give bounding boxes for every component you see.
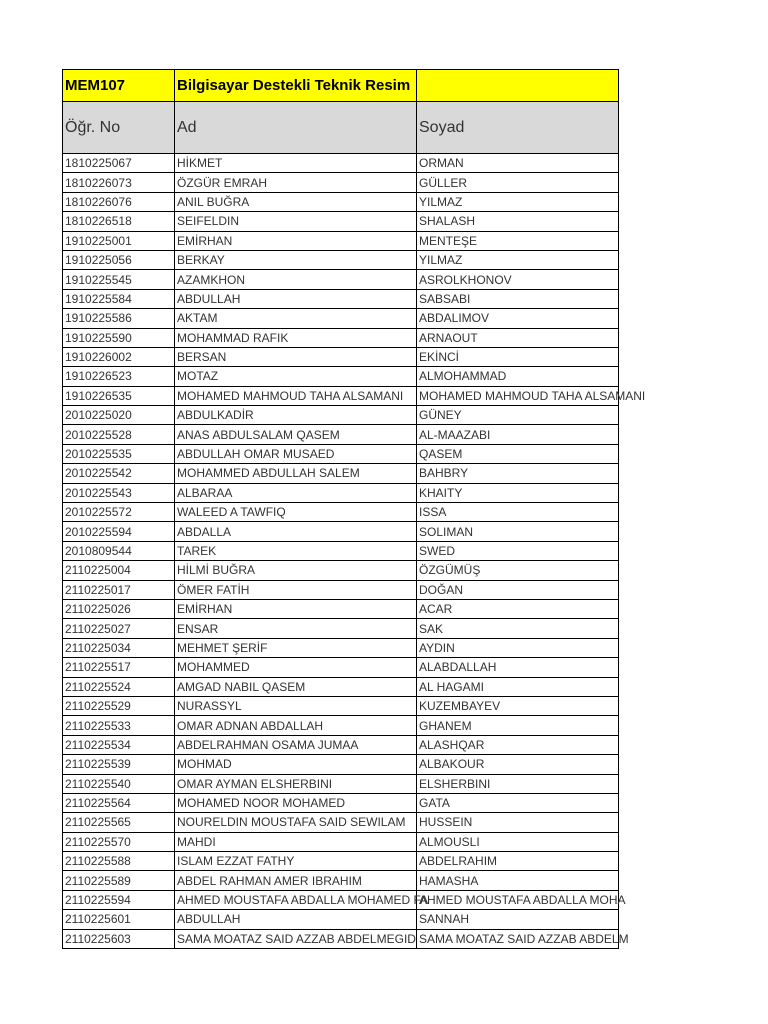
student-no-cell: 1910225590 (63, 328, 175, 347)
student-no-cell: 2010225594 (63, 522, 175, 541)
table-row (63, 250, 619, 269)
first-name-cell: BERSAN (175, 347, 417, 366)
table-row (63, 522, 619, 541)
last-name-cell: ABDALIMOV (417, 309, 619, 328)
course-code: MEM107 (63, 70, 175, 102)
last-name-cell: ALABDALLAH (417, 658, 619, 677)
student-no-cell: 1910225584 (63, 289, 175, 308)
last-name-cell: QASEM (417, 444, 619, 463)
student-no-cell: 1910225056 (63, 250, 175, 269)
last-name-cell: MENTEŞE (417, 231, 619, 250)
student-no-cell: 1810226518 (63, 212, 175, 231)
last-name-cell: SABSABI (417, 289, 619, 308)
first-name-cell: HİKMET (175, 154, 417, 173)
last-name-cell: AL-MAAZABI (417, 425, 619, 444)
last-name-cell: GATA (417, 793, 619, 812)
student-no-cell: 2010225535 (63, 444, 175, 463)
first-name-cell: MOHAMMAD RAFIK (175, 328, 417, 347)
last-name-cell: HUSSEIN (417, 813, 619, 832)
student-no-cell: 2110225034 (63, 638, 175, 657)
table-row (63, 677, 619, 696)
table-row (63, 503, 619, 522)
table-row (63, 658, 619, 677)
last-name-cell: DOĞAN (417, 580, 619, 599)
last-name-cell: MOHAMED MAHMOUD TAHA ALSAMANI (417, 386, 619, 405)
last-name-cell: ORMAN (417, 154, 619, 173)
last-name-cell: ÖZGÜMÜŞ (417, 561, 619, 580)
student-no-cell: 1810225067 (63, 154, 175, 173)
student-no-cell: 2110225603 (63, 929, 175, 948)
first-name-cell: EMİRHAN (175, 231, 417, 250)
first-name-cell: ALBARAA (175, 483, 417, 502)
first-name-cell: ANIL BUĞRA (175, 192, 417, 211)
first-name-cell: ABDEL RAHMAN AMER IBRAHIM (175, 871, 417, 890)
student-no-cell: 2110225026 (63, 599, 175, 618)
table-row (63, 444, 619, 463)
table-row (63, 270, 619, 289)
last-name-cell: GÜNEY (417, 406, 619, 425)
student-no-cell: 1910225586 (63, 309, 175, 328)
table-row (63, 871, 619, 890)
table-row (63, 910, 619, 929)
student-no-cell: 2110225565 (63, 813, 175, 832)
table-row (63, 289, 619, 308)
table-row (63, 212, 619, 231)
last-name-cell: AYDIN (417, 638, 619, 657)
student-no-cell: 2110225601 (63, 910, 175, 929)
last-name-cell: SWED (417, 541, 619, 560)
last-name-cell: KUZEMBAYEV (417, 696, 619, 715)
first-name-cell: MOHAMED NOOR MOHAMED (175, 793, 417, 812)
student-no-cell: 2110225539 (63, 755, 175, 774)
table-row (63, 425, 619, 444)
student-no-cell: 2110225534 (63, 735, 175, 754)
student-no-cell: 2010225542 (63, 464, 175, 483)
table-row (63, 619, 619, 638)
last-name-cell: SAMA MOATAZ SAID AZZAB ABDELM (417, 929, 619, 948)
table-row (63, 541, 619, 560)
student-no-cell: 2010225543 (63, 483, 175, 502)
first-name-cell: OMAR ADNAN ABDALLAH (175, 716, 417, 735)
student-no-cell: 2110225017 (63, 580, 175, 599)
first-name-cell: BERKAY (175, 250, 417, 269)
last-name-cell: ALBAKOUR (417, 755, 619, 774)
student-no-cell: 2110225570 (63, 832, 175, 851)
first-name-cell: ABDULKADİR (175, 406, 417, 425)
student-no-cell: 2010225572 (63, 503, 175, 522)
first-name-cell: MAHDI (175, 832, 417, 851)
first-name-cell: AZAMKHON (175, 270, 417, 289)
first-name-cell: ABDELRAHMAN OSAMA JUMAA (175, 735, 417, 754)
table-row (63, 813, 619, 832)
student-no-cell: 1910225545 (63, 270, 175, 289)
first-name-cell: SEIFELDIN (175, 212, 417, 231)
first-name-cell: ABDULLAH OMAR MUSAED (175, 444, 417, 463)
course-title-row (63, 70, 619, 102)
first-name-cell: OMAR AYMAN ELSHERBINI (175, 774, 417, 793)
last-name-cell: SANNAH (417, 910, 619, 929)
table-row (63, 406, 619, 425)
table-row (63, 716, 619, 735)
last-name-cell: YILMAZ (417, 192, 619, 211)
last-name-cell: YILMAZ (417, 250, 619, 269)
last-name-cell: SOLIMAN (417, 522, 619, 541)
student-table (62, 69, 646, 949)
first-name-cell: TAREK (175, 541, 417, 560)
last-name-cell: ELSHERBINI (417, 774, 619, 793)
last-name-cell: ASROLKHONOV (417, 270, 619, 289)
table-row (63, 774, 619, 793)
student-no-cell: 2110225588 (63, 852, 175, 871)
student-no-cell: 2110225540 (63, 774, 175, 793)
header-last-name: Soyad (417, 102, 619, 154)
course-extra (417, 70, 619, 102)
table-row (63, 580, 619, 599)
table-row (63, 832, 619, 851)
first-name-cell: MEHMET ŞERİF (175, 638, 417, 657)
last-name-cell: GHANEM (417, 716, 619, 735)
last-name-cell: ARNAOUT (417, 328, 619, 347)
table-row (63, 755, 619, 774)
table-row (63, 852, 619, 871)
header-student-no: Öğr. No (63, 102, 175, 154)
first-name-cell: MOTAZ (175, 367, 417, 386)
last-name-cell: ACAR (417, 599, 619, 618)
last-name-cell: BAHBRY (417, 464, 619, 483)
student-no-cell: 1810226076 (63, 192, 175, 211)
first-name-cell: MOHMAD (175, 755, 417, 774)
table-row (63, 561, 619, 580)
table-row (63, 386, 619, 405)
table-row (63, 154, 619, 173)
last-name-cell: GÜLLER (417, 173, 619, 192)
table-row (63, 347, 619, 366)
student-no-cell: 2110225524 (63, 677, 175, 696)
table-row (63, 735, 619, 754)
first-name-cell: SAMA MOATAZ SAID AZZAB ABDELMEGID (175, 929, 417, 948)
last-name-cell: AL HAGAMI (417, 677, 619, 696)
table-row (63, 231, 619, 250)
table-row (63, 367, 619, 386)
student-no-cell: 1910225001 (63, 231, 175, 250)
student-no-cell: 2110225517 (63, 658, 175, 677)
student-no-cell: 2010809544 (63, 541, 175, 560)
last-name-cell: HAMASHA (417, 871, 619, 890)
student-no-cell: 1910226523 (63, 367, 175, 386)
student-no-cell: 2110225027 (63, 619, 175, 638)
student-no-cell: 1910226535 (63, 386, 175, 405)
first-name-cell: NURASSYL (175, 696, 417, 715)
table-row (63, 192, 619, 211)
last-name-cell: KHAITY (417, 483, 619, 502)
table-row (63, 890, 619, 909)
first-name-cell: ÖMER FATİH (175, 580, 417, 599)
student-no-cell: 2010225020 (63, 406, 175, 425)
last-name-cell: ABDELRAHIM (417, 852, 619, 871)
first-name-cell: ABDULLAH (175, 910, 417, 929)
header-first-name: Ad (175, 102, 417, 154)
student-no-cell: 2110225564 (63, 793, 175, 812)
first-name-cell: NOURELDIN MOUSTAFA SAID SEWILAM (175, 813, 417, 832)
table-row (63, 793, 619, 812)
table-row (63, 483, 619, 502)
student-no-cell: 2010225528 (63, 425, 175, 444)
student-no-cell: 2110225594 (63, 890, 175, 909)
student-no-cell: 2110225529 (63, 696, 175, 715)
last-name-cell: AHMED MOUSTAFA ABDALLA MOHA (417, 890, 619, 909)
student-no-cell: 1810226073 (63, 173, 175, 192)
last-name-cell: ALMOHAMMAD (417, 367, 619, 386)
first-name-cell: WALEED A TAWFIQ (175, 503, 417, 522)
table-row (63, 328, 619, 347)
table-row (63, 309, 619, 328)
student-no-cell: 2110225004 (63, 561, 175, 580)
first-name-cell: MOHAMMED ABDULLAH SALEM (175, 464, 417, 483)
first-name-cell: ENSAR (175, 619, 417, 638)
first-name-cell: EMİRHAN (175, 599, 417, 618)
first-name-cell: AMGAD NABIL QASEM (175, 677, 417, 696)
last-name-cell: ALASHQAR (417, 735, 619, 754)
last-name-cell: ISSA (417, 503, 619, 522)
table-row (63, 929, 619, 948)
last-name-cell: ALMOUSLI (417, 832, 619, 851)
last-name-cell: EKİNCİ (417, 347, 619, 366)
student-no-cell: 2110225533 (63, 716, 175, 735)
table-row (63, 638, 619, 657)
first-name-cell: HİLMİ BUĞRA (175, 561, 417, 580)
first-name-cell: ANAS ABDULSALAM QASEM (175, 425, 417, 444)
table-row (63, 696, 619, 715)
course-name: Bilgisayar Destekli Teknik Resim (175, 70, 417, 102)
first-name-cell: MOHAMED MAHMOUD TAHA ALSAMANI (175, 386, 417, 405)
table-row (63, 173, 619, 192)
table-row (63, 599, 619, 618)
column-header-row (63, 102, 619, 154)
table-row (63, 464, 619, 483)
last-name-cell: SAK (417, 619, 619, 638)
first-name-cell: AHMED MOUSTAFA ABDALLA MOHAMED FA (175, 890, 417, 909)
first-name-cell: ISLAM EZZAT FATHY (175, 852, 417, 871)
first-name-cell: ÖZGÜR EMRAH (175, 173, 417, 192)
first-name-cell: AKTAM (175, 309, 417, 328)
first-name-cell: MOHAMMED (175, 658, 417, 677)
first-name-cell: ABDULLAH (175, 289, 417, 308)
first-name-cell: ABDALLA (175, 522, 417, 541)
student-no-cell: 2110225589 (63, 871, 175, 890)
last-name-cell: SHALASH (417, 212, 619, 231)
student-no-cell: 1910226002 (63, 347, 175, 366)
